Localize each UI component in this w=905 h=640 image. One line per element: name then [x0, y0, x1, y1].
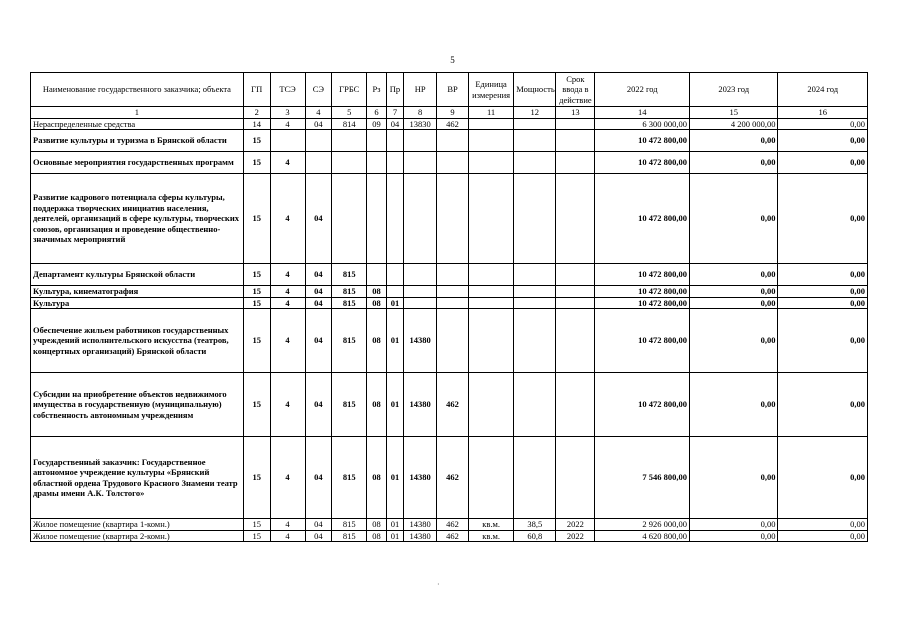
code-cell	[468, 297, 513, 309]
code-cell: 01	[386, 309, 403, 373]
header-cell: ГРБС	[332, 73, 367, 107]
header-cell: ТСЭ	[270, 73, 305, 107]
object-name-cell: Субсидии на приобретение объектов недвижимого имущества в государственную (муниципальную) собственность автономным учреждениям	[31, 373, 244, 437]
code-cell: 4	[270, 437, 305, 519]
scan-mark: ·	[437, 580, 440, 589]
amount-cell: 0,00	[690, 309, 778, 373]
code-cell: 4	[270, 286, 305, 298]
code-cell: 462	[437, 519, 469, 531]
code-cell	[404, 130, 437, 152]
amount-cell: 10 472 800,00	[595, 152, 690, 174]
code-cell	[468, 152, 513, 174]
header-cell: 2023 год	[690, 73, 778, 107]
column-number-cell: 12	[514, 107, 556, 119]
amount-cell: 10 472 800,00	[595, 286, 690, 298]
table-row	[31, 373, 868, 437]
table-row	[31, 118, 868, 130]
amount-cell: 0,00	[690, 286, 778, 298]
code-cell: 462	[437, 373, 469, 437]
amount-cell: 4 200 000,00	[690, 118, 778, 130]
code-cell	[404, 297, 437, 309]
object-name-cell: Основные мероприятия государственных программ	[31, 152, 244, 174]
code-cell	[332, 152, 367, 174]
code-cell: 4	[270, 118, 305, 130]
code-cell: 08	[367, 309, 387, 373]
code-cell	[468, 373, 513, 437]
table-row	[31, 130, 868, 152]
object-name-cell: Культура	[31, 297, 244, 309]
code-cell: 15	[243, 530, 270, 542]
code-cell: 815	[332, 437, 367, 519]
code-cell	[437, 286, 469, 298]
code-cell: 15	[243, 519, 270, 531]
code-cell: 4	[270, 373, 305, 437]
code-cell: 815	[332, 297, 367, 309]
header-cell: Срок ввода в действие	[556, 73, 595, 107]
code-cell: 04	[305, 373, 332, 437]
amount-cell: 10 472 800,00	[595, 297, 690, 309]
code-cell: 15	[243, 286, 270, 298]
code-cell	[332, 174, 367, 264]
amount-cell: 10 472 800,00	[595, 264, 690, 286]
code-cell: 13830	[404, 118, 437, 130]
object-name-cell: Развитие кадрового потенциала сферы культуры, поддержка творческих инициатив населения, деятелей, организаций в сфере культуры, творческих союзов, организация и проведение общественно-значимых мероприятий	[31, 174, 244, 264]
table-body	[31, 118, 868, 542]
code-cell: 815	[332, 519, 367, 531]
object-name-cell: Жилое помещение (квартира 2-комн.)	[31, 530, 244, 542]
code-cell	[305, 130, 332, 152]
code-cell: 04	[305, 309, 332, 373]
code-cell	[556, 437, 595, 519]
code-cell	[437, 297, 469, 309]
code-cell	[514, 152, 556, 174]
code-cell: кв.м.	[468, 519, 513, 531]
code-cell: 01	[386, 297, 403, 309]
table-row	[31, 264, 868, 286]
code-cell: 15	[243, 130, 270, 152]
amount-cell: 0,00	[690, 174, 778, 264]
code-cell	[367, 264, 387, 286]
code-cell: 4	[270, 297, 305, 309]
table-row	[31, 152, 868, 174]
code-cell: 04	[305, 297, 332, 309]
code-cell: 815	[332, 373, 367, 437]
code-cell	[386, 286, 403, 298]
amount-cell: 0,00	[778, 297, 868, 309]
code-cell: 4	[270, 519, 305, 531]
code-cell	[386, 152, 403, 174]
code-cell	[437, 309, 469, 373]
code-cell: 08	[367, 373, 387, 437]
amount-cell: 10 472 800,00	[595, 373, 690, 437]
code-cell: 04	[305, 530, 332, 542]
code-cell: 09	[367, 118, 387, 130]
amount-cell: 0,00	[690, 519, 778, 531]
code-cell: 4	[270, 174, 305, 264]
code-cell: 15	[243, 264, 270, 286]
table-row	[31, 286, 868, 298]
code-cell	[386, 264, 403, 286]
header-cell: НР	[404, 73, 437, 107]
code-cell	[437, 174, 469, 264]
code-cell	[556, 174, 595, 264]
code-cell: 815	[332, 264, 367, 286]
amount-cell: 0,00	[778, 118, 868, 130]
code-cell	[404, 152, 437, 174]
code-cell	[556, 264, 595, 286]
code-cell: 08	[367, 437, 387, 519]
code-cell: 08	[367, 286, 387, 298]
table-row	[31, 297, 868, 309]
table-row	[31, 437, 868, 519]
code-cell	[367, 174, 387, 264]
code-cell	[437, 130, 469, 152]
column-number-cell: 14	[595, 107, 690, 119]
code-cell: 2022	[556, 530, 595, 542]
code-cell	[404, 174, 437, 264]
code-cell	[437, 152, 469, 174]
amount-cell: 0,00	[690, 152, 778, 174]
amount-cell: 2 926 000,00	[595, 519, 690, 531]
code-cell	[514, 286, 556, 298]
object-name-cell: Обеспечение жильем работников государственных учреждений исполнительского искусства (театров, концертных организаций) Брянской области	[31, 309, 244, 373]
code-cell	[514, 118, 556, 130]
amount-cell: 0,00	[690, 530, 778, 542]
code-cell	[305, 152, 332, 174]
code-cell: 815	[332, 286, 367, 298]
object-name-cell: Государственный заказчик: Государственное автономное учреждение культуры «Брянский областной ордена Трудового Красного Знамени театр драмы имени А.К. Толстого»	[31, 437, 244, 519]
header-cell: ГП	[243, 73, 270, 107]
header-cell: ВР	[437, 73, 469, 107]
code-cell	[386, 130, 403, 152]
amount-cell: 0,00	[778, 519, 868, 531]
code-cell: 4	[270, 264, 305, 286]
amount-cell: 10 472 800,00	[595, 174, 690, 264]
code-cell	[468, 437, 513, 519]
table-row	[31, 174, 868, 264]
code-cell	[386, 174, 403, 264]
amount-cell: 0,00	[778, 437, 868, 519]
code-cell	[556, 118, 595, 130]
code-cell	[468, 174, 513, 264]
code-cell: 4	[270, 530, 305, 542]
code-cell	[514, 297, 556, 309]
code-cell	[332, 130, 367, 152]
code-cell: 60,8	[514, 530, 556, 542]
amount-cell: 0,00	[690, 297, 778, 309]
code-cell: 15	[243, 297, 270, 309]
code-cell: 15	[243, 373, 270, 437]
code-cell: 04	[305, 118, 332, 130]
object-name-cell: Культура, кинематография	[31, 286, 244, 298]
code-cell: 38,5	[514, 519, 556, 531]
code-cell	[556, 152, 595, 174]
table-row	[31, 309, 868, 373]
amount-cell: 10 472 800,00	[595, 130, 690, 152]
code-cell	[367, 130, 387, 152]
column-number-cell: 8	[404, 107, 437, 119]
code-cell: 14380	[404, 309, 437, 373]
amount-cell: 6 300 000,00	[595, 118, 690, 130]
amount-cell: 7 546 800,00	[595, 437, 690, 519]
code-cell: 4	[270, 309, 305, 373]
amount-cell: 0,00	[690, 373, 778, 437]
amount-cell: 0,00	[778, 373, 868, 437]
code-cell: 14380	[404, 437, 437, 519]
code-cell	[270, 130, 305, 152]
amount-cell: 0,00	[690, 130, 778, 152]
amount-cell: 0,00	[778, 530, 868, 542]
code-cell	[556, 373, 595, 437]
code-cell: 01	[386, 519, 403, 531]
amount-cell: 0,00	[778, 286, 868, 298]
header-cell: Единица измерения	[468, 73, 513, 107]
code-cell	[514, 174, 556, 264]
table-row	[31, 530, 868, 542]
code-cell	[556, 297, 595, 309]
code-cell: 04	[305, 174, 332, 264]
header-cell: 2022 год	[595, 73, 690, 107]
amount-cell: 0,00	[778, 174, 868, 264]
amount-cell: 0,00	[778, 309, 868, 373]
header-row	[31, 73, 868, 107]
code-cell	[514, 437, 556, 519]
header-cell: Рз	[367, 73, 387, 107]
column-number-cell: 3	[270, 107, 305, 119]
object-name-cell: Развитие культуры и туризма в Брянской области	[31, 130, 244, 152]
amount-cell: 10 472 800,00	[595, 309, 690, 373]
code-cell: 815	[332, 530, 367, 542]
column-number-cell: 4	[305, 107, 332, 119]
code-cell: 814	[332, 118, 367, 130]
header-cell: 2024 год	[778, 73, 868, 107]
code-cell	[514, 373, 556, 437]
code-cell: 01	[386, 437, 403, 519]
code-cell: 15	[243, 309, 270, 373]
header-cell: Пр	[386, 73, 403, 107]
header-cell: СЭ	[305, 73, 332, 107]
column-number-cell: 6	[367, 107, 387, 119]
amount-cell: 0,00	[778, 152, 868, 174]
code-cell: 04	[305, 519, 332, 531]
code-cell: 462	[437, 437, 469, 519]
column-number-cell: 7	[386, 107, 403, 119]
object-name-cell: Департамент культуры Брянской области	[31, 264, 244, 286]
code-cell	[556, 286, 595, 298]
column-number-cell: 15	[690, 107, 778, 119]
code-cell	[556, 309, 595, 373]
code-cell: 01	[386, 530, 403, 542]
code-cell: 04	[305, 286, 332, 298]
object-name-cell: Жилое помещение (квартира 1-комн.)	[31, 519, 244, 531]
code-cell: 08	[367, 530, 387, 542]
object-name-cell: Нераспределенные средства	[31, 118, 244, 130]
budget-table	[30, 72, 868, 542]
code-cell	[404, 286, 437, 298]
code-cell	[514, 130, 556, 152]
header-cell: Мощность	[514, 73, 556, 107]
code-cell	[437, 264, 469, 286]
code-cell	[468, 286, 513, 298]
code-cell: 462	[437, 118, 469, 130]
column-number-cell: 16	[778, 107, 868, 119]
code-cell: 14380	[404, 373, 437, 437]
table-row	[31, 519, 868, 531]
code-cell: 462	[437, 530, 469, 542]
page-number: 5	[450, 55, 455, 65]
code-cell: 04	[305, 437, 332, 519]
code-cell	[514, 309, 556, 373]
code-cell: 15	[243, 174, 270, 264]
header-cell: Наименование государственного заказчика; объекта	[31, 73, 244, 107]
column-number-cell: 9	[437, 107, 469, 119]
code-cell: 15	[243, 437, 270, 519]
amount-cell: 0,00	[778, 130, 868, 152]
column-number-cell: 11	[468, 107, 513, 119]
code-cell: 14	[243, 118, 270, 130]
code-cell	[367, 152, 387, 174]
column-number-cell: 1	[31, 107, 244, 119]
code-cell: 15	[243, 152, 270, 174]
code-cell: кв.м.	[468, 530, 513, 542]
code-cell: 14380	[404, 530, 437, 542]
code-cell	[556, 130, 595, 152]
amount-cell: 0,00	[778, 264, 868, 286]
code-cell: 08	[367, 519, 387, 531]
column-number-cell: 2	[243, 107, 270, 119]
column-number-cell: 13	[556, 107, 595, 119]
code-cell: 04	[386, 118, 403, 130]
code-cell: 4	[270, 152, 305, 174]
code-cell	[468, 264, 513, 286]
code-cell	[514, 264, 556, 286]
column-number-row	[31, 107, 868, 119]
code-cell	[468, 309, 513, 373]
code-cell: 04	[305, 264, 332, 286]
code-cell: 2022	[556, 519, 595, 531]
code-cell: 01	[386, 373, 403, 437]
code-cell: 08	[367, 297, 387, 309]
amount-cell: 0,00	[690, 437, 778, 519]
column-number-cell: 5	[332, 107, 367, 119]
code-cell	[404, 264, 437, 286]
code-cell	[468, 130, 513, 152]
code-cell: 815	[332, 309, 367, 373]
amount-cell: 0,00	[690, 264, 778, 286]
code-cell	[468, 118, 513, 130]
amount-cell: 4 620 800,00	[595, 530, 690, 542]
code-cell: 14380	[404, 519, 437, 531]
